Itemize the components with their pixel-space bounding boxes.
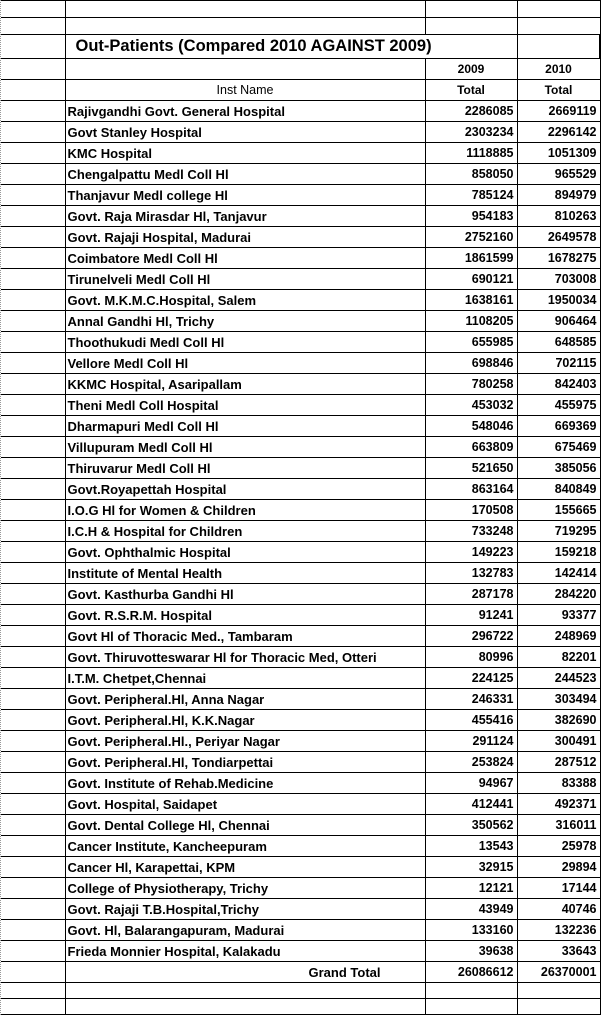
- cell[interactable]: [1, 374, 65, 395]
- cell[interactable]: [517, 983, 600, 999]
- inst-name-cell[interactable]: Theni Medl Coll Hospital: [65, 395, 425, 416]
- total-2009-cell[interactable]: 2286085: [425, 101, 517, 122]
- year-2010-header[interactable]: 2010: [517, 59, 600, 80]
- cell[interactable]: [1, 80, 65, 101]
- table-row: [1, 563, 600, 584]
- total-2010-cell[interactable]: 93377: [517, 605, 600, 626]
- table-row: [1, 227, 600, 248]
- total-2009-cell[interactable]: 455416: [425, 710, 517, 731]
- total-2009-cell[interactable]: 287178: [425, 584, 517, 605]
- cell[interactable]: [1, 332, 65, 353]
- grand-total-label[interactable]: Grand Total: [65, 962, 425, 983]
- cell[interactable]: [425, 999, 517, 1015]
- total-2010-cell[interactable]: 303494: [517, 689, 600, 710]
- cell[interactable]: [1, 353, 65, 374]
- cell[interactable]: [1, 815, 65, 836]
- table-row: [1, 605, 600, 626]
- cell[interactable]: [1, 59, 65, 80]
- total-2010-cell[interactable]: 702115: [517, 353, 600, 374]
- cell[interactable]: [1, 458, 65, 479]
- total-2009-cell[interactable]: 43949: [425, 899, 517, 920]
- table-row: [1, 584, 600, 605]
- inst-name-cell[interactable]: I.T.M. Chetpet,Chennai: [65, 668, 425, 689]
- total-2009-cell[interactable]: 780258: [425, 374, 517, 395]
- total-2009-cell[interactable]: 663809: [425, 437, 517, 458]
- cell[interactable]: [1, 794, 65, 815]
- title-row: [1, 35, 600, 59]
- total-2009-cell[interactable]: 291124: [425, 731, 517, 752]
- total-2009-cell[interactable]: 655985: [425, 332, 517, 353]
- inst-name-cell[interactable]: KKMC Hospital, Asaripallam: [65, 374, 425, 395]
- table-row: [1, 185, 600, 206]
- cell[interactable]: [1, 164, 65, 185]
- table-row: [1, 710, 600, 731]
- total-2010-cell[interactable]: 287512: [517, 752, 600, 773]
- cell[interactable]: [65, 59, 425, 80]
- cell[interactable]: [517, 999, 600, 1015]
- total-2009-cell[interactable]: 1861599: [425, 248, 517, 269]
- table-row: [1, 458, 600, 479]
- cell[interactable]: [1, 983, 65, 999]
- table-row: [1, 332, 600, 353]
- inst-name-cell[interactable]: College of Physiotherapy, Trichy: [65, 878, 425, 899]
- cell[interactable]: [1, 836, 65, 857]
- cell[interactable]: [1, 35, 65, 59]
- inst-name-cell[interactable]: Govt. Rajaji T.B.Hospital,Trichy: [65, 899, 425, 920]
- total-2010-cell[interactable]: 1051309: [517, 143, 600, 164]
- cell[interactable]: [517, 35, 600, 59]
- total-2010-cell[interactable]: 455975: [517, 395, 600, 416]
- total-2010-cell[interactable]: 648585: [517, 332, 600, 353]
- total-2009-cell[interactable]: 170508: [425, 500, 517, 521]
- cell[interactable]: [1, 878, 65, 899]
- total-2010-cell[interactable]: 29894: [517, 857, 600, 878]
- inst-name-cell[interactable]: Govt.Royapettah Hospital: [65, 479, 425, 500]
- total-2010-cell[interactable]: 82201: [517, 647, 600, 668]
- table-row: [1, 269, 600, 290]
- cell[interactable]: [1, 290, 65, 311]
- cell[interactable]: [1, 920, 65, 941]
- total-2010-cell[interactable]: 316011: [517, 815, 600, 836]
- inst-name-cell[interactable]: Govt. Dental College Hl, Chennai: [65, 815, 425, 836]
- total-2009-cell[interactable]: 133160: [425, 920, 517, 941]
- cell[interactable]: [1, 521, 65, 542]
- table-row: [1, 668, 600, 689]
- table-row: [1, 122, 600, 143]
- total-2009-cell[interactable]: 2303234: [425, 122, 517, 143]
- inst-name-cell[interactable]: Tirunelveli Medl Coll Hl: [65, 269, 425, 290]
- total-2010-cell[interactable]: 382690: [517, 710, 600, 731]
- cell[interactable]: [1, 1, 65, 18]
- table-row: [1, 794, 600, 815]
- inst-name-cell[interactable]: Govt. Hospital, Saidapet: [65, 794, 425, 815]
- total-2010-cell[interactable]: 300491: [517, 731, 600, 752]
- table-row: [1, 143, 600, 164]
- total-2009-cell[interactable]: 224125: [425, 668, 517, 689]
- total-2009-cell[interactable]: 453032: [425, 395, 517, 416]
- cell[interactable]: [1, 731, 65, 752]
- cell[interactable]: [1, 773, 65, 794]
- total-2010-cell[interactable]: 1678275: [517, 248, 600, 269]
- cell[interactable]: [1, 248, 65, 269]
- column-header-row: [1, 80, 600, 101]
- total-2010-cell[interactable]: 669369: [517, 416, 600, 437]
- inst-name-cell[interactable]: Thanjavur Medl college Hl: [65, 185, 425, 206]
- inst-name-cell[interactable]: Annal Gandhi Hl, Trichy: [65, 311, 425, 332]
- cell[interactable]: [65, 1, 425, 18]
- total-2010-cell[interactable]: 155665: [517, 500, 600, 521]
- total-2010-cell[interactable]: 492371: [517, 794, 600, 815]
- total-2010-cell[interactable]: 810263: [517, 206, 600, 227]
- cell[interactable]: [425, 983, 517, 999]
- inst-name-cell[interactable]: Govt. Institute of Rehab.Medicine: [65, 773, 425, 794]
- total-2009-cell[interactable]: 548046: [425, 416, 517, 437]
- total-2009-cell[interactable]: 91241: [425, 605, 517, 626]
- total-2010-header[interactable]: Total: [517, 80, 600, 101]
- inst-name-cell[interactable]: Vellore Medl Coll Hl: [65, 353, 425, 374]
- cell[interactable]: [1, 584, 65, 605]
- table-row: [1, 689, 600, 710]
- total-2009-cell[interactable]: 954183: [425, 206, 517, 227]
- total-2009-cell[interactable]: 80996: [425, 647, 517, 668]
- total-2010-cell[interactable]: 906464: [517, 311, 600, 332]
- cell[interactable]: [425, 1, 517, 18]
- cell[interactable]: [1, 668, 65, 689]
- cell[interactable]: [1, 227, 65, 248]
- total-2009-cell[interactable]: 350562: [425, 815, 517, 836]
- table-row: [1, 206, 600, 227]
- inst-name-cell[interactable]: I.C.H & Hospital for Children: [65, 521, 425, 542]
- grand-total-row: [1, 962, 600, 983]
- empty-row: [1, 1, 600, 18]
- inst-name-cell[interactable]: I.O.G Hl for Women & Children: [65, 500, 425, 521]
- total-2010-cell[interactable]: 2296142: [517, 122, 600, 143]
- cell[interactable]: [1, 899, 65, 920]
- total-2009-cell[interactable]: 858050: [425, 164, 517, 185]
- cell[interactable]: [1, 143, 65, 164]
- cell[interactable]: [1, 647, 65, 668]
- cell[interactable]: [425, 18, 517, 35]
- inst-name-cell[interactable]: Institute of Mental Health: [65, 563, 425, 584]
- total-2010-cell[interactable]: 25978: [517, 836, 600, 857]
- total-2009-cell[interactable]: 785124: [425, 185, 517, 206]
- table-row: [1, 311, 600, 332]
- total-2010-cell[interactable]: 965529: [517, 164, 600, 185]
- inst-name-cell[interactable]: Govt. Peripheral.Hl, Tondiarpettai: [65, 752, 425, 773]
- total-2010-cell[interactable]: 894979: [517, 185, 600, 206]
- table-row: [1, 941, 600, 962]
- total-2010-cell[interactable]: 33643: [517, 941, 600, 962]
- total-2009-cell[interactable]: 733248: [425, 521, 517, 542]
- table-row: [1, 290, 600, 311]
- cell[interactable]: [1, 269, 65, 290]
- cell[interactable]: [517, 1, 600, 18]
- cell[interactable]: [65, 983, 425, 999]
- inst-name-cell[interactable]: Govt Stanley Hospital: [65, 122, 425, 143]
- cell[interactable]: [1, 563, 65, 584]
- cell[interactable]: [517, 18, 600, 35]
- cell[interactable]: [1, 941, 65, 962]
- total-2009-cell[interactable]: 2752160: [425, 227, 517, 248]
- cell[interactable]: [1, 752, 65, 773]
- table-row: [1, 731, 600, 752]
- cell[interactable]: [1, 542, 65, 563]
- total-2009-cell[interactable]: 12121: [425, 878, 517, 899]
- inst-name-header[interactable]: Inst Name: [65, 80, 425, 101]
- table-row: [1, 479, 600, 500]
- total-2009-cell[interactable]: 94967: [425, 773, 517, 794]
- cell[interactable]: [65, 18, 425, 35]
- inst-name-cell[interactable]: KMC Hospital: [65, 143, 425, 164]
- cell[interactable]: [1, 479, 65, 500]
- inst-name-cell[interactable]: Govt. M.K.M.C.Hospital, Salem: [65, 290, 425, 311]
- total-2010-cell[interactable]: 842403: [517, 374, 600, 395]
- total-2009-header[interactable]: Total: [425, 80, 517, 101]
- inst-name-cell[interactable]: Govt. Thiruvotteswarar Hl for Thoracic Med, Otteri: [65, 647, 425, 668]
- inst-name-cell[interactable]: Cancer Hl, Karapettai, KPM: [65, 857, 425, 878]
- inst-name-cell[interactable]: Govt. Peripheral.Hl, K.K.Nagar: [65, 710, 425, 731]
- inst-name-cell[interactable]: Govt. Kasthurba Gandhi Hl: [65, 584, 425, 605]
- table-row: [1, 374, 600, 395]
- total-2009-cell[interactable]: 1118885: [425, 143, 517, 164]
- table-row: [1, 353, 600, 374]
- total-2009-cell[interactable]: 32915: [425, 857, 517, 878]
- cell[interactable]: [1, 437, 65, 458]
- table-row: [1, 899, 600, 920]
- cell[interactable]: [1, 626, 65, 647]
- total-2009-cell[interactable]: 132783: [425, 563, 517, 584]
- cell[interactable]: [1, 311, 65, 332]
- year-header-row: [1, 59, 600, 80]
- total-2010-cell[interactable]: 703008: [517, 269, 600, 290]
- total-2010-cell[interactable]: 2669119: [517, 101, 600, 122]
- cell[interactable]: [1, 206, 65, 227]
- total-2010-cell[interactable]: 2649578: [517, 227, 600, 248]
- page-title[interactable]: Out-Patients (Compared 2010 AGAINST 2009): [65, 35, 517, 59]
- table-row: [1, 878, 600, 899]
- total-2009-cell[interactable]: 863164: [425, 479, 517, 500]
- cell[interactable]: [1, 857, 65, 878]
- cell[interactable]: [1, 18, 65, 35]
- table-row: [1, 521, 600, 542]
- cell[interactable]: [1, 395, 65, 416]
- cell[interactable]: [1, 710, 65, 731]
- inst-name-cell[interactable]: Govt. Raja Mirasdar Hl, Tanjavur: [65, 206, 425, 227]
- total-2009-cell[interactable]: 698846: [425, 353, 517, 374]
- total-2010-cell[interactable]: 284220: [517, 584, 600, 605]
- total-2010-cell[interactable]: 244523: [517, 668, 600, 689]
- total-2009-cell[interactable]: 149223: [425, 542, 517, 563]
- inst-name-cell[interactable]: Govt. Hl, Balarangapuram, Madurai: [65, 920, 425, 941]
- inst-name-cell[interactable]: Chengalpattu Medl Coll Hl: [65, 164, 425, 185]
- table-row: [1, 437, 600, 458]
- cell[interactable]: [1, 689, 65, 710]
- total-2009-cell[interactable]: 1108205: [425, 311, 517, 332]
- outpatients-table: [1, 0, 601, 1015]
- cell[interactable]: [1, 416, 65, 437]
- table-row: [1, 647, 600, 668]
- table-row: [1, 773, 600, 794]
- table-row: [1, 815, 600, 836]
- total-2010-cell[interactable]: 40746: [517, 899, 600, 920]
- total-2010-cell[interactable]: 1950034: [517, 290, 600, 311]
- table-row: [1, 626, 600, 647]
- cell[interactable]: [1, 605, 65, 626]
- total-2010-cell[interactable]: 132236: [517, 920, 600, 941]
- empty-row: [1, 18, 600, 35]
- table-row: [1, 395, 600, 416]
- table-row: [1, 752, 600, 773]
- cell[interactable]: [1, 500, 65, 521]
- cell[interactable]: [1, 101, 65, 122]
- table-row: [1, 416, 600, 437]
- table-row: [1, 101, 600, 122]
- total-2009-cell[interactable]: 39638: [425, 941, 517, 962]
- total-2010-cell[interactable]: 719295: [517, 521, 600, 542]
- total-2009-cell[interactable]: 690121: [425, 269, 517, 290]
- total-2009-cell[interactable]: 412441: [425, 794, 517, 815]
- inst-name-cell[interactable]: Govt. R.S.R.M. Hospital: [65, 605, 425, 626]
- total-2010-cell[interactable]: 385056: [517, 458, 600, 479]
- total-2010-cell[interactable]: 675469: [517, 437, 600, 458]
- inst-name-cell[interactable]: Govt. Ophthalmic Hospital: [65, 542, 425, 563]
- inst-name-cell[interactable]: Thiruvarur Medl Coll Hl: [65, 458, 425, 479]
- total-2009-cell[interactable]: 13543: [425, 836, 517, 857]
- cell[interactable]: [1, 122, 65, 143]
- cell[interactable]: [1, 185, 65, 206]
- total-2010-cell[interactable]: 248969: [517, 626, 600, 647]
- inst-name-cell[interactable]: Villupuram Medl Coll Hl: [65, 437, 425, 458]
- table-row: [1, 542, 600, 563]
- total-2009-cell[interactable]: 246331: [425, 689, 517, 710]
- inst-name-cell[interactable]: Govt. Rajaji Hospital, Madurai: [65, 227, 425, 248]
- table-row: [1, 164, 600, 185]
- total-2009-cell[interactable]: 253824: [425, 752, 517, 773]
- table-row: [1, 836, 600, 857]
- total-2009-cell[interactable]: 296722: [425, 626, 517, 647]
- grand-total-2010[interactable]: 26370001: [517, 962, 600, 983]
- empty-row: [1, 999, 600, 1015]
- table-row: [1, 500, 600, 521]
- year-2009-header[interactable]: 2009: [425, 59, 517, 80]
- inst-name-cell[interactable]: Cancer Institute, Kancheepuram: [65, 836, 425, 857]
- total-2010-cell[interactable]: 840849: [517, 479, 600, 500]
- inst-name-cell[interactable]: Govt Hl of Thoracic Med., Tambaram: [65, 626, 425, 647]
- inst-name-cell[interactable]: Thoothukudi Medl Coll Hl: [65, 332, 425, 353]
- table-row: [1, 920, 600, 941]
- total-2009-cell[interactable]: 1638161: [425, 290, 517, 311]
- inst-name-cell[interactable]: Govt. Peripheral.Hl, Anna Nagar: [65, 689, 425, 710]
- table-row: [1, 248, 600, 269]
- total-2010-cell[interactable]: 159218: [517, 542, 600, 563]
- total-2009-cell[interactable]: 521650: [425, 458, 517, 479]
- table-row: [1, 857, 600, 878]
- total-2010-cell[interactable]: 83388: [517, 773, 600, 794]
- cell[interactable]: [65, 999, 425, 1015]
- inst-name-cell[interactable]: Dharmapuri Medl Coll Hl: [65, 416, 425, 437]
- total-2010-cell[interactable]: 17144: [517, 878, 600, 899]
- inst-name-cell[interactable]: Coimbatore Medl Coll Hl: [65, 248, 425, 269]
- inst-name-cell[interactable]: Frieda Monnier Hospital, Kalakadu: [65, 941, 425, 962]
- cell[interactable]: [1, 999, 65, 1015]
- inst-name-cell[interactable]: Govt. Peripheral.Hl., Periyar Nagar: [65, 731, 425, 752]
- empty-row: [1, 983, 600, 999]
- cell[interactable]: [1, 962, 65, 983]
- grand-total-2009[interactable]: 26086612: [425, 962, 517, 983]
- total-2010-cell[interactable]: 142414: [517, 563, 600, 584]
- inst-name-cell[interactable]: Rajivgandhi Govt. General Hospital: [65, 101, 425, 122]
